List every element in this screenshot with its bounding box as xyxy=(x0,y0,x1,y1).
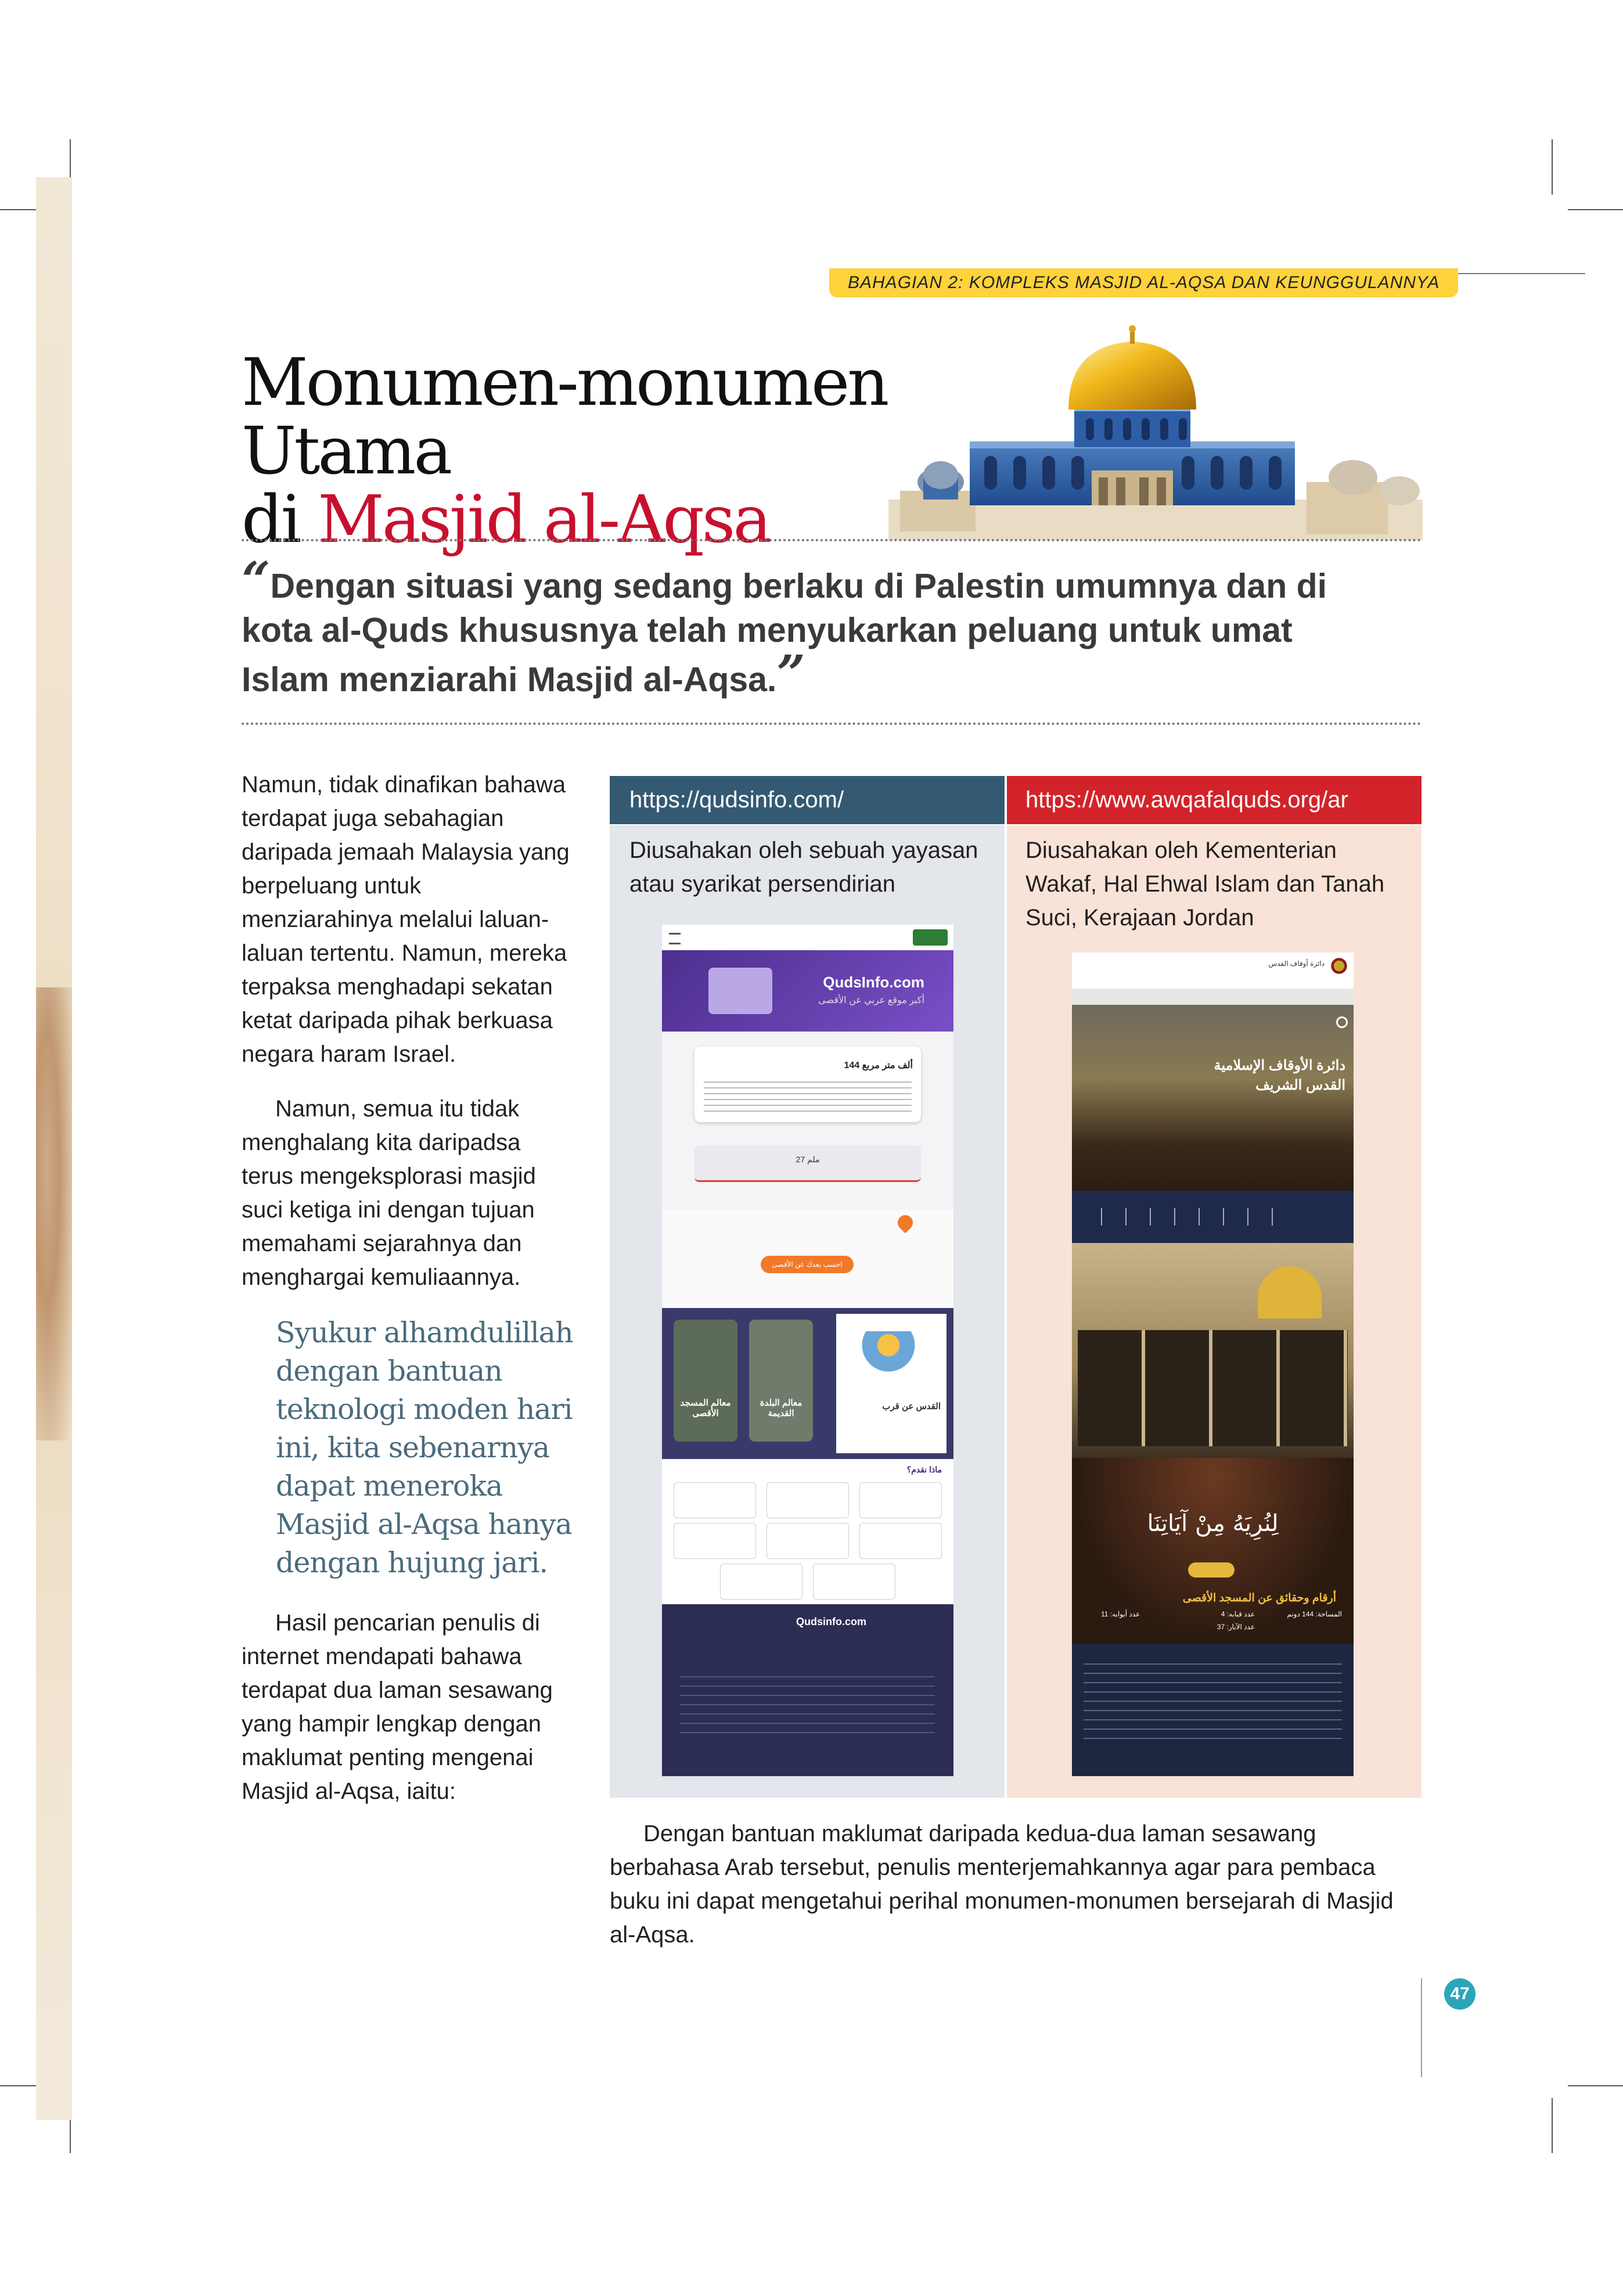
running-header: BAHAGIAN 2: KOMPLEKS MASJID AL-AQSA DAN KEUNGGULANNYA xyxy=(829,268,1458,297)
mosque-icon xyxy=(859,1331,917,1378)
calligraphy-text: لِنُرِيَهُ مِنْ آيَاتِنَا xyxy=(1147,1510,1279,1537)
page-number: 47 xyxy=(1444,1978,1476,2010)
close-quote-icon: ” xyxy=(776,645,805,703)
awqaf-hero xyxy=(1072,1005,1354,1191)
divider-top xyxy=(242,539,1422,541)
prayer-card xyxy=(694,1145,921,1182)
card-title: 144 ألف متر مربع xyxy=(844,1061,913,1070)
open-quote-icon: “ xyxy=(242,551,271,610)
services-section xyxy=(662,1459,953,1604)
service-card[interactable] xyxy=(813,1564,895,1600)
crop-mark xyxy=(1568,209,1623,210)
dome-of-the-rock-illustration xyxy=(888,325,1423,540)
qudsinfo-topbar xyxy=(662,925,953,951)
hero-title-1: دائرة الأوقاف الإسلامية xyxy=(1214,1058,1345,1073)
callout-text: Syukur alhamdulillah dengan bantuan teknologi moden hari ini, kita sebenarnya dapat meneroka Masjid al-Aqsa hanya dengan hujung jari. xyxy=(276,1316,573,1579)
tiles-section xyxy=(662,1308,953,1459)
qudsinfo-tagline: أكبر موقع عربي عن الأقصى xyxy=(818,996,924,1005)
awqaf-url-header[interactable]: https://www.awqafalquds.org/ar xyxy=(1007,776,1422,824)
service-card[interactable] xyxy=(766,1482,849,1518)
fact-domes: عدد قبابه: 4 xyxy=(1221,1610,1255,1618)
menu-icon[interactable] xyxy=(669,933,681,944)
prayer-stat: 27 ملم xyxy=(796,1155,820,1164)
card-lines xyxy=(704,1077,912,1112)
service-card[interactable] xyxy=(859,1482,942,1518)
tile-old-city[interactable]: معالم البلدة القديمة xyxy=(749,1320,813,1442)
fact-gates: عدد أبوابه: 11 xyxy=(1101,1610,1140,1618)
fact-area: المساحة: 144 دونم xyxy=(1287,1610,1342,1618)
service-card[interactable] xyxy=(766,1523,849,1559)
arches-gallery xyxy=(1072,1243,1354,1458)
fact-minarets: عدد الآبار: 37 xyxy=(1217,1623,1255,1631)
map-section xyxy=(662,1209,953,1308)
body-paragraph-2: Namun, semua itu tidak menghalang kita daripadsa terus mengeksplorasi masjid suci ketiga ini dengan tujuan memahami sejarahnya dan menghargai kemuliaannya. xyxy=(242,1096,536,1290)
awqaf-description: Diusahakan oleh Kementerian Wakaf, Hal Ehwal Islam dan Tanah Suci, Kerajaan Jordan xyxy=(1025,838,1385,930)
golden-dome-photo xyxy=(1258,1266,1322,1318)
prayer-times-bar xyxy=(1072,1191,1354,1243)
calligraphy-banner xyxy=(1072,1458,1354,1644)
tile-aqsa-landmarks[interactable]: معالم المسجد الأقصى xyxy=(674,1320,737,1442)
awqaf-footer xyxy=(1072,1644,1354,1776)
awqaf-screenshot xyxy=(1072,953,1354,1776)
service-card[interactable] xyxy=(674,1523,756,1559)
table-caption: Dengan bantuan maklumat daripada kedua-dua laman sesawang berbahasa Arab tersebut, penulis menterjemahkannya agar para pembaca buku ini dapat mengetahui perihal monumen-monumen bersejarah di Masjid al-Aqsa. xyxy=(610,1821,1394,1948)
location-pin-icon xyxy=(895,1212,916,1234)
tile-quds-closeup[interactable]: القدس عن قرب xyxy=(836,1314,947,1453)
crop-mark xyxy=(1552,139,1553,195)
service-card[interactable] xyxy=(859,1523,942,1559)
page-number-rule xyxy=(1421,1978,1422,2077)
services-title: ماذا نقدم؟ xyxy=(906,1465,942,1474)
title-highlight: Masjid al-Aqsa xyxy=(318,482,770,558)
facts-title: أرقام وحقائق عن المسجد الأقصى xyxy=(1182,1592,1336,1604)
distance-button[interactable]: احسب بعدك عن الأقصى xyxy=(761,1256,854,1273)
info-card xyxy=(694,1047,921,1122)
qudsinfo-logo xyxy=(913,929,948,946)
stone-texture xyxy=(36,987,72,1440)
more-button[interactable] xyxy=(1188,1562,1235,1578)
title-line-2: di Masjid al-Aqsa xyxy=(242,482,770,558)
qudsinfo-footer xyxy=(662,1604,953,1776)
gallery-grid[interactable] xyxy=(1078,1330,1348,1446)
awqaf-topbar xyxy=(1072,953,1354,1005)
crop-mark xyxy=(1568,2085,1623,2086)
footer-links xyxy=(679,1668,935,1738)
crop-mark xyxy=(1552,2098,1553,2153)
map-pin-icon xyxy=(1336,1016,1348,1028)
title-line-1: Monumen-monumen Utama xyxy=(242,345,887,489)
qudsinfo-hero xyxy=(662,950,953,1032)
awqaf-site-title: دائرة أوقاف القدس xyxy=(1268,960,1325,968)
service-card[interactable] xyxy=(720,1564,802,1600)
divider-bottom xyxy=(242,723,1422,725)
qudsinfo-description: Diusahakan oleh sebuah yayasan atau syarikat persendirian xyxy=(629,838,978,897)
awqaf-nav[interactable] xyxy=(1072,989,1354,1005)
service-card[interactable] xyxy=(674,1482,756,1518)
qudsinfo-screenshot xyxy=(662,925,953,1776)
qudsinfo-brand: QudsInfo.com xyxy=(823,973,924,991)
pull-quote: “Dengan situasi yang sedang berlaku di Palestin umumnya dan di kota al-Quds khususnya telah menyukarkan peluang untuk umat Islam menziarahi Masjid al-Aqsa.” xyxy=(242,551,1327,703)
hero-title-2: القدس الشريف xyxy=(1255,1077,1345,1093)
body-paragraph-3: Hasil pencarian penulis di internet mendapati bahawa terdapat dua laman sesawang yang hampir lengkap dengan maklumat penting mengenai Masjid al-Aqsa, iaitu: xyxy=(242,1610,553,1804)
body-paragraph-1: Namun, tidak dinafikan bahawa terdapat juga sebahagian daripada jemaah Malaysia yang berpeluang untuk menziarahinya melalui laluan-laluan tertentu. Namun, mereka terpaksa menghadapi sekatan ketat daripada pihak berkuasa negara haram Israel. xyxy=(242,772,570,1067)
hero-illustration xyxy=(708,968,772,1014)
qudsinfo-url-header[interactable]: https://qudsinfo.com/ xyxy=(610,776,1005,824)
jordan-emblem-icon xyxy=(1330,956,1348,976)
footer-brand: Qudsinfo.com xyxy=(796,1616,866,1627)
